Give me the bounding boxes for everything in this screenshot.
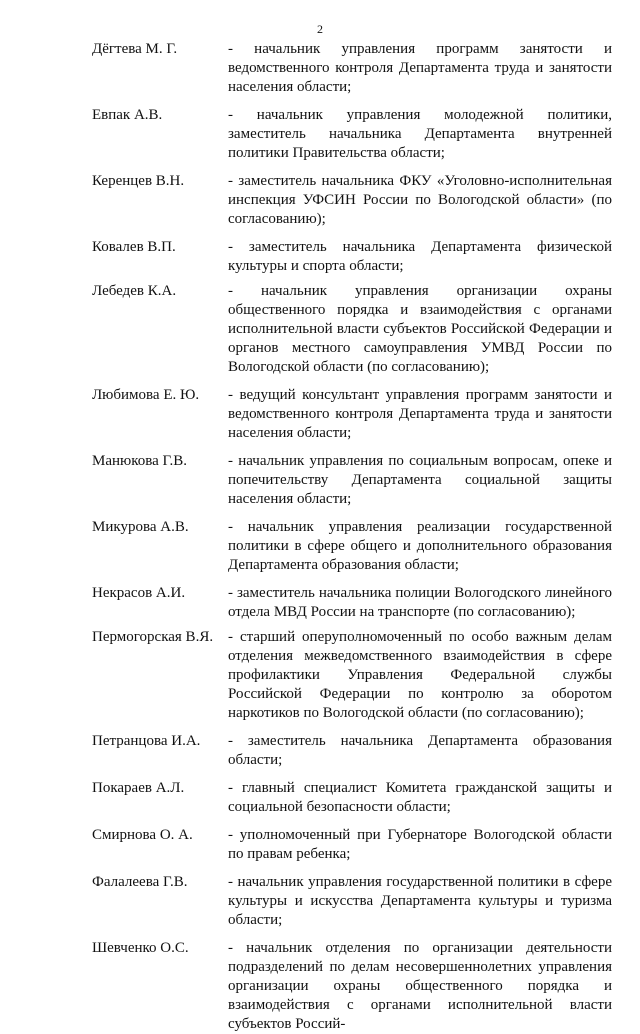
member-role: - главный специалист Комитета гражданской защиты и социальной безопасности области;: [228, 780, 612, 815]
member-name: Петранцова И.А.: [92, 733, 201, 749]
member-list: [92, 40, 612, 1034]
member-name: Евпак А.В.: [92, 107, 163, 123]
member-name: Дёгтева М. Г.: [92, 41, 178, 57]
member-entry: [92, 106, 612, 163]
member-entry: [92, 732, 612, 770]
member-name: Керенцев В.Н.: [92, 173, 185, 189]
member-name: Лебедев К.А.: [92, 283, 177, 299]
member-name: Фалалеева Г.В.: [92, 874, 188, 890]
member-name: Микурова А.В.: [92, 519, 189, 535]
member-entry: [92, 282, 612, 377]
member-entry: [92, 779, 612, 817]
member-entry: [92, 584, 612, 622]
member-role: - ведущий консультант управления программ занятости и ведомственного контроля Департамента труда и занятости населения области;: [228, 387, 612, 441]
member-name: Некрасов А.И.: [92, 585, 186, 601]
member-entry: [92, 40, 612, 97]
member-name: Ковалев В.П.: [92, 239, 176, 255]
member-role: - начальник отделения по организации деятельности подразделений по делам несовершеннолетних управления организации охраны общественного порядка и взаимодействия с органами исполнительной власти субъектов Россий-: [228, 940, 612, 1032]
page-number: 2: [317, 22, 323, 36]
member-name: Пермогорская В.Я.: [92, 629, 214, 645]
member-entry: [92, 172, 612, 229]
member-name: Манюкова Г.В.: [92, 453, 188, 469]
member-name: Шевченко О.С.: [92, 940, 189, 956]
member-name: Смирнова О. А.: [92, 827, 193, 843]
member-entry: [92, 452, 612, 509]
member-entry: [92, 386, 612, 443]
member-entry: [92, 628, 612, 723]
member-role: - начальник управления реализации государственной политики в сфере общего и дополнительного образования Департамента образования области;: [228, 519, 612, 573]
member-role: - начальник управления программ занятости и ведомственного контроля Департамента труда и занятости населения области;: [228, 41, 612, 95]
member-entry: [92, 518, 612, 575]
member-role: - начальник управления молодежной политики, заместитель начальника Департамента внутренней политики Правительства области;: [228, 107, 612, 161]
member-name: Покараев А.Л.: [92, 780, 185, 796]
member-entry: [92, 939, 612, 1034]
member-entry: [92, 826, 612, 864]
member-role: - уполномоченный при Губернаторе Вологодской области по правам ребенка;: [228, 827, 612, 862]
member-entry: [92, 238, 612, 276]
member-role: - заместитель начальника ФКУ «Уголовно-исполнительная инспекция УФСИН России по Вологодской области» (по согласованию);: [228, 173, 612, 227]
member-name: Любимова Е. Ю.: [92, 387, 200, 403]
member-role: - старший оперуполномоченный по особо важным делам отделения межведомственного взаимодействия в сфере профилактики Управления Федеральной службы Российской Федерации по контролю за оборотом наркотиков по Вологодской области (по согласованию);: [228, 629, 612, 721]
member-role: - заместитель начальника полиции Вологодского линейного отдела МВД России на транспорте (по согласованию);: [228, 585, 612, 620]
member-role: - начальник управления государственной политики в сфере культуры и искусства Департамента культуры и туризма области;: [228, 874, 612, 928]
member-role: - начальник управления организации охраны общественного порядка и взаимодействия с органами исполнительной власти субъектов Российской Федерации и органов местного самоуправления УМВД России по Вологодской области (по согласованию);: [228, 283, 612, 375]
member-role: - начальник управления по социальным вопросам, опеке и попечительству Департамента социальной защиты населения области;: [228, 453, 612, 507]
member-role: - заместитель начальника Департамента образования области;: [228, 733, 612, 768]
member-role: - заместитель начальника Департамента физической культуры и спорта области;: [228, 239, 612, 274]
member-entry: [92, 873, 612, 930]
